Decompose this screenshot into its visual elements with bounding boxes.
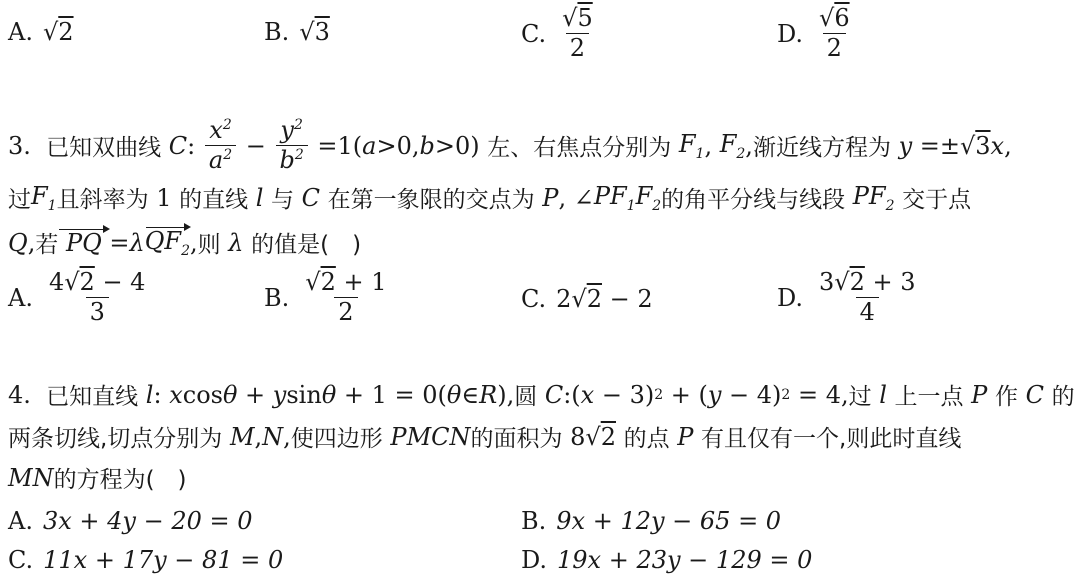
fraction-x2-a2: $\frac{x^2}{a^2}$ xyxy=(205,118,236,173)
option-label: A. xyxy=(8,18,33,46)
q4-option-c: C. 11x + 17y − 81 = 0 xyxy=(8,546,284,574)
q4-option-d: D. 19x + 23y − 129 = 0 xyxy=(521,546,813,574)
q3-line-3: Q , 若 PQ = λ $QF_2$ , 则 λ 的值是 ( ) xyxy=(8,226,362,259)
prev-option-c xyxy=(521,6,599,61)
fraction: $\frac{√5}{2}$ xyxy=(562,4,593,63)
q4-line-2: 两条切线,切点分别为 M , N , 使四边形 PMCN 的面积为 8√2 的点 P 有且仅有一个,则此时直线 xyxy=(8,422,962,452)
q3-line-1: 3. 已知双曲线 C : $\frac{x^2}{a^2}$ − $\frac{y^2}{b^2}$ =1(a>0,b>0) 左、右焦点分别为 $F_1$ , $F_2$ , 渐近线方程为 y =±√3 x , xyxy=(8,116,1012,175)
q4-option-a: A. 3x + 4y − 20 = 0 xyxy=(8,507,253,535)
fraction-y2-b2: $\frac{y^2}{b^2}$ xyxy=(276,118,308,173)
q3-option-a: A. $\frac{4√2 - 4}{3}$ xyxy=(8,268,146,327)
vector-qf2: $QF_2$ xyxy=(144,226,190,259)
prev-option-a xyxy=(8,18,74,46)
option-label: C. xyxy=(521,19,547,48)
fraction: $\frac{√6}{2}$ xyxy=(819,4,850,63)
hyperbola-name: C xyxy=(161,131,188,160)
option-label: D. xyxy=(777,19,804,48)
vector-pq: PQ xyxy=(58,228,110,257)
sqrt-expression: √3 xyxy=(299,18,330,46)
prev-option-b xyxy=(264,18,330,46)
sqrt-expression: √2 xyxy=(42,18,74,46)
q4-line-3: MN 的方程为 ( ) xyxy=(8,463,187,493)
question-number: 3. xyxy=(8,131,31,160)
q3-option-c: C. 2√2 − 2 xyxy=(521,285,653,313)
q3-line-2: 过 $F_1$ 且斜率为 1 的直线 l 与 C 在第一象限的交点为 P , ∠ $PF_1F_2$ 的角平分线与线段 $PF_2$ 交于点 xyxy=(8,181,972,214)
q4-line-1: 4. 已知直线 l : x cos θ + y sin θ + 1 = 0( θ ∈ R ), 圆 C :( x − 3) 2 + ( y − 4) 2 = 4, 过 l 上一点 P 作 C 的 xyxy=(8,380,1075,410)
q3-option-b: B. $\frac{√2 + 1}{2}$ xyxy=(264,268,387,327)
prev-option-d xyxy=(777,6,856,61)
option-label: B. xyxy=(264,18,290,46)
q4-option-b: B. 9x + 12y − 65 = 0 xyxy=(521,507,782,535)
question-number: 4. xyxy=(8,380,31,409)
q3-option-d: D. $\frac{3√2 + 3}{4}$ xyxy=(777,268,916,327)
